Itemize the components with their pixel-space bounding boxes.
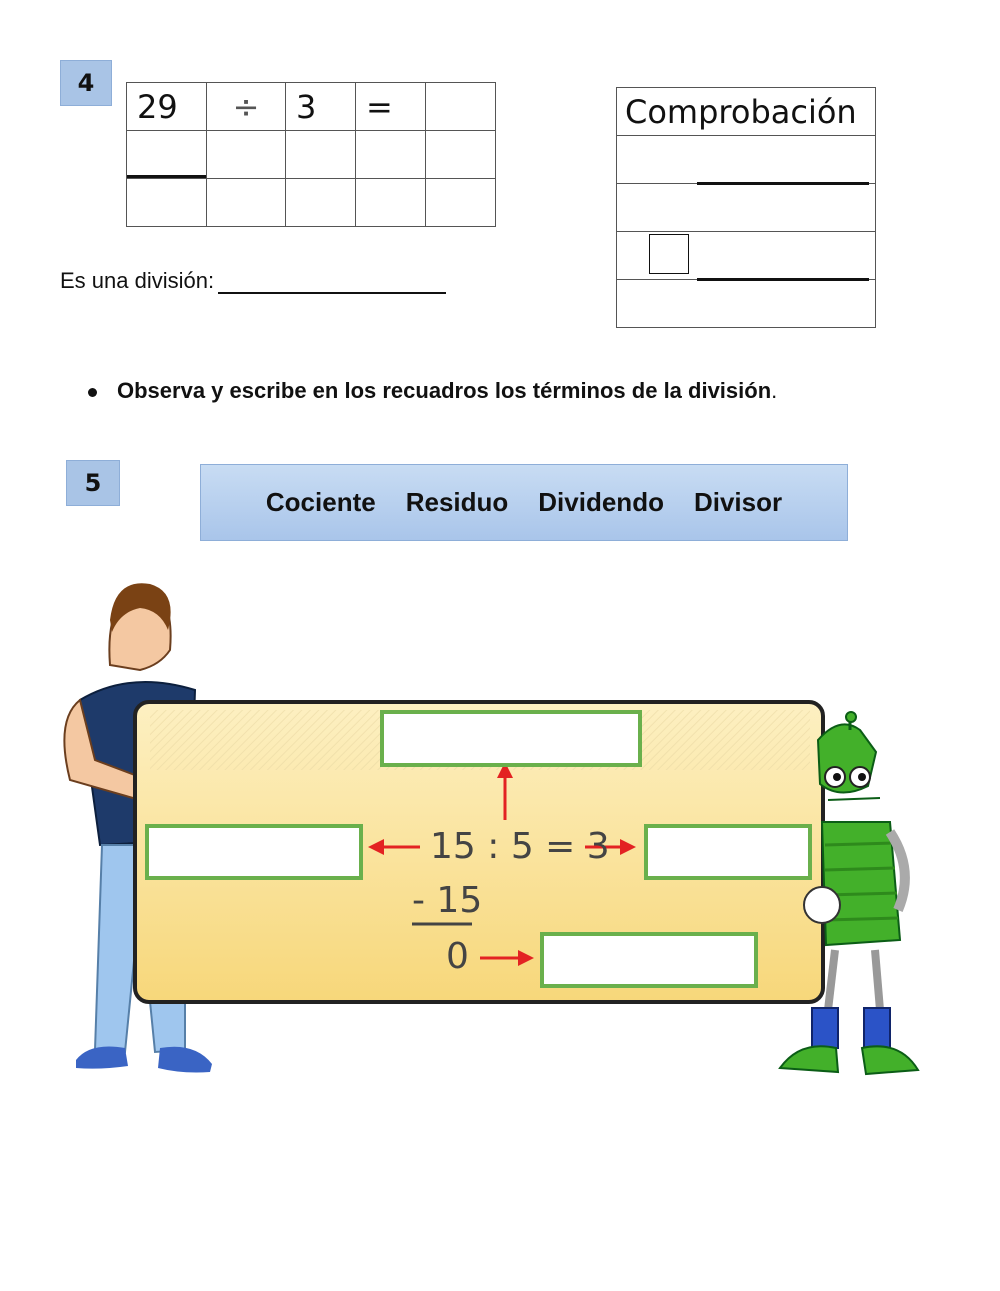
- grid-cell[interactable]: [356, 179, 426, 227]
- division-grid: [126, 82, 496, 227]
- word-residuo[interactable]: Residuo: [405, 487, 509, 517]
- exercise-5-badge: 5: [66, 460, 120, 506]
- grid-cell[interactable]: [286, 179, 356, 227]
- quotient-input-cell[interactable]: [426, 83, 496, 131]
- check-table: [616, 87, 876, 328]
- quotient-answer-box[interactable]: [644, 824, 812, 880]
- check-title: Comprobación: [617, 88, 876, 136]
- word-cociente[interactable]: Cociente: [265, 487, 376, 517]
- operator-cell: ÷: [207, 83, 286, 131]
- word-bank: [200, 464, 848, 541]
- remainder-answer-box[interactable]: [540, 932, 758, 988]
- word-divisor[interactable]: Divisor: [693, 487, 783, 517]
- word-dividendo[interactable]: Dividendo: [538, 487, 664, 517]
- subtraction-value: - 15: [412, 880, 483, 921]
- exercise-4-badge: 4: [60, 60, 112, 106]
- operator-input-box[interactable]: [649, 234, 689, 274]
- grid-cell[interactable]: [426, 131, 496, 179]
- bullet-icon: [88, 388, 97, 397]
- subtraction-input-cell[interactable]: [127, 131, 207, 179]
- dividend-answer-box[interactable]: [145, 824, 363, 880]
- check-row-4[interactable]: [617, 280, 876, 328]
- division-type-prompt: [60, 268, 446, 294]
- divisor-answer-box[interactable]: [380, 710, 642, 767]
- divisor-cell: 3: [286, 83, 356, 131]
- grid-cell[interactable]: [426, 179, 496, 227]
- grid-cell[interactable]: [286, 131, 356, 179]
- division-type-input[interactable]: [218, 268, 446, 294]
- dividend-cell: 29: [127, 83, 207, 131]
- remainder-value: 0: [446, 936, 469, 977]
- grid-cell[interactable]: [207, 131, 286, 179]
- equals-cell: =: [356, 83, 426, 131]
- grid-cell[interactable]: [356, 131, 426, 179]
- instruction-text: Observa y escribe en los recuadros los términos de la división: [117, 378, 772, 403]
- division-expression: 15 : 5 = 3: [430, 826, 610, 867]
- remainder-input-cell[interactable]: [127, 179, 207, 227]
- check-row-2[interactable]: [617, 184, 876, 232]
- division-type-label: Es una división:: [60, 268, 215, 293]
- check-row-1[interactable]: [617, 136, 876, 184]
- check-row-3[interactable]: [617, 232, 876, 280]
- grid-cell[interactable]: [207, 179, 286, 227]
- instruction: [88, 378, 777, 404]
- instruction-period: .: [771, 378, 778, 403]
